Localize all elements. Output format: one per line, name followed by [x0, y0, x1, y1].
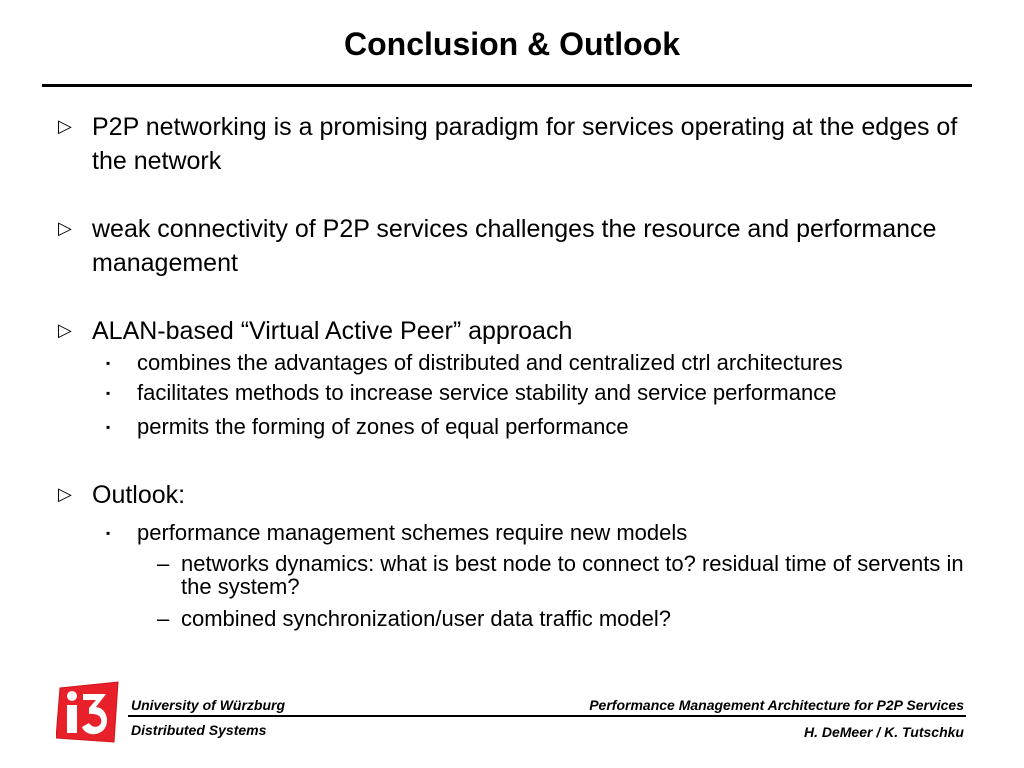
triangle-bullet-icon: ▷ [58, 116, 72, 137]
bullet-text: P2P networking is a promising paradigm for services operating at the edges of the network [92, 113, 958, 175]
sub-bullet-text: permits the forming of zones of equal performance [137, 414, 629, 439]
sub-bullet-text: facilitates methods to increase service stability and service performance [137, 380, 837, 405]
dash-bullet-text: networks dynamics: what is best node to connect to? residual time of servents in the system? [181, 551, 964, 599]
triangle-bullet-icon: ▷ [58, 320, 72, 341]
square-bullet-icon: ▪ [106, 356, 111, 370]
footer-rule [128, 715, 966, 717]
footer-department: Distributed Systems [131, 722, 267, 738]
i3-logo [56, 680, 122, 746]
dash-bullet-icon: – [157, 551, 170, 576]
sub-bullet-text: performance management schemes require new models [137, 520, 688, 545]
title-divider [42, 84, 972, 87]
triangle-bullet-icon: ▷ [58, 484, 72, 505]
sub-bullet-text: combines the advantages of distributed and centralized ctrl architectures [137, 350, 843, 375]
footer-presentation-title: Performance Management Architecture for P2P Services [589, 697, 964, 713]
footer-authors: H. DeMeer / K. Tutschku [803, 724, 964, 740]
triangle-bullet-icon: ▷ [58, 218, 72, 239]
square-bullet-icon: ▪ [106, 420, 111, 434]
square-bullet-icon: ▪ [106, 526, 111, 540]
square-bullet-icon: ▪ [106, 386, 111, 400]
footer-university: University of Würzburg [131, 697, 286, 713]
bullet-text: Outlook: [92, 481, 186, 509]
dash-bullet-icon: – [157, 606, 170, 631]
dash-bullet-text: combined synchronization/user data traffic model? [181, 606, 671, 631]
bullet-text: weak connectivity of P2P services challenges the resource and performance management [92, 215, 937, 277]
bullet-text: ALAN-based “Virtual Active Peer” approach [92, 317, 573, 345]
page-title: Conclusion & Outlook [344, 26, 680, 62]
